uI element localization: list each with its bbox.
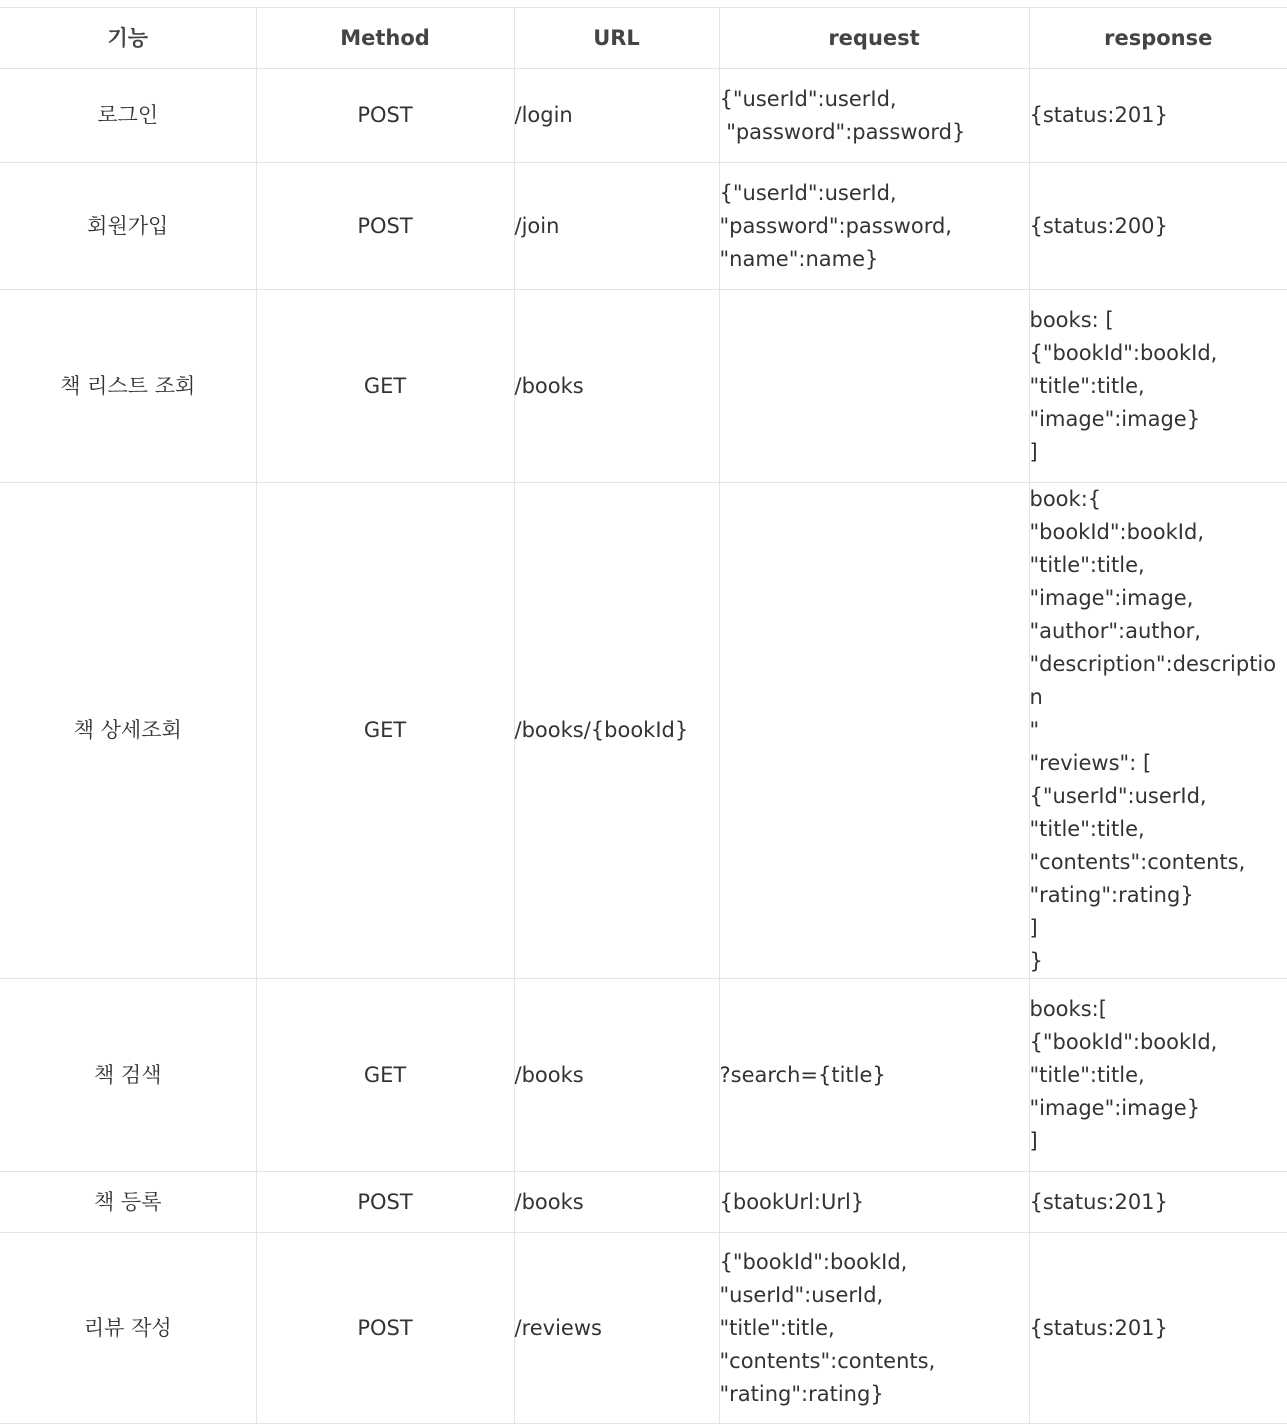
cell-url: /books [514, 290, 719, 483]
cell-request [719, 290, 1029, 483]
cell-request [719, 483, 1029, 979]
header-url: URL [514, 8, 719, 69]
table-row [0, 163, 1287, 290]
table-row [0, 1172, 1287, 1233]
cell-feature: 회원가입 [0, 163, 256, 290]
cell-feature: 로그인 [0, 69, 256, 163]
table-header-row [0, 8, 1287, 69]
header-method: Method [256, 8, 514, 69]
cell-request: {bookUrl:Url} [719, 1172, 1029, 1233]
header-response: response [1029, 8, 1287, 69]
cell-response: books: [ {"bookId":bookId, "title":title, "image":image} ] [1029, 290, 1287, 483]
header-request: request [719, 8, 1029, 69]
table-row [0, 1233, 1287, 1424]
cell-response: {status:201} [1029, 69, 1287, 163]
table-row [0, 69, 1287, 163]
header-feature: 기능 [0, 8, 256, 69]
cell-method: POST [256, 1233, 514, 1424]
cell-method: POST [256, 1172, 514, 1233]
cell-url: /reviews [514, 1233, 719, 1424]
cell-url: /books [514, 1172, 719, 1233]
cell-request: {"bookId":bookId, "userId":userId, "title":title, "contents":contents, "rating":rating} [719, 1233, 1029, 1424]
cell-method: POST [256, 163, 514, 290]
api-spec-table [0, 7, 1287, 1424]
table-row [0, 290, 1287, 483]
cell-response: {status:200} [1029, 163, 1287, 290]
cell-url: /join [514, 163, 719, 290]
cell-method: GET [256, 979, 514, 1172]
cell-request: {"userId":userId, "password":password, "name":name} [719, 163, 1029, 290]
cell-feature: 책 리스트 조회 [0, 290, 256, 483]
cell-method: POST [256, 69, 514, 163]
table-row [0, 483, 1287, 979]
cell-url: /login [514, 69, 719, 163]
cell-url: /books/{bookId} [514, 483, 719, 979]
cell-response: book:{ "bookId":bookId, "title":title, "image":image, "author":author, "description":description " "reviews": [ {"userId":userId, "title":title, "contents":contents, "rating":rating} ] } [1029, 483, 1287, 979]
cell-feature: 책 상세조회 [0, 483, 256, 979]
cell-method: GET [256, 483, 514, 979]
cell-request: {"userId":userId, "password":password} [719, 69, 1029, 163]
cell-response: books:[ {"bookId":bookId, "title":title, "image":image} ] [1029, 979, 1287, 1172]
cell-method: GET [256, 290, 514, 483]
cell-url: /books [514, 979, 719, 1172]
cell-feature: 책 검색 [0, 979, 256, 1172]
cell-request: ?search={title} [719, 979, 1029, 1172]
cell-response: {status:201} [1029, 1172, 1287, 1233]
cell-feature: 리뷰 작성 [0, 1233, 256, 1424]
table-row [0, 979, 1287, 1172]
cell-response: {status:201} [1029, 1233, 1287, 1424]
cell-feature: 책 등록 [0, 1172, 256, 1233]
